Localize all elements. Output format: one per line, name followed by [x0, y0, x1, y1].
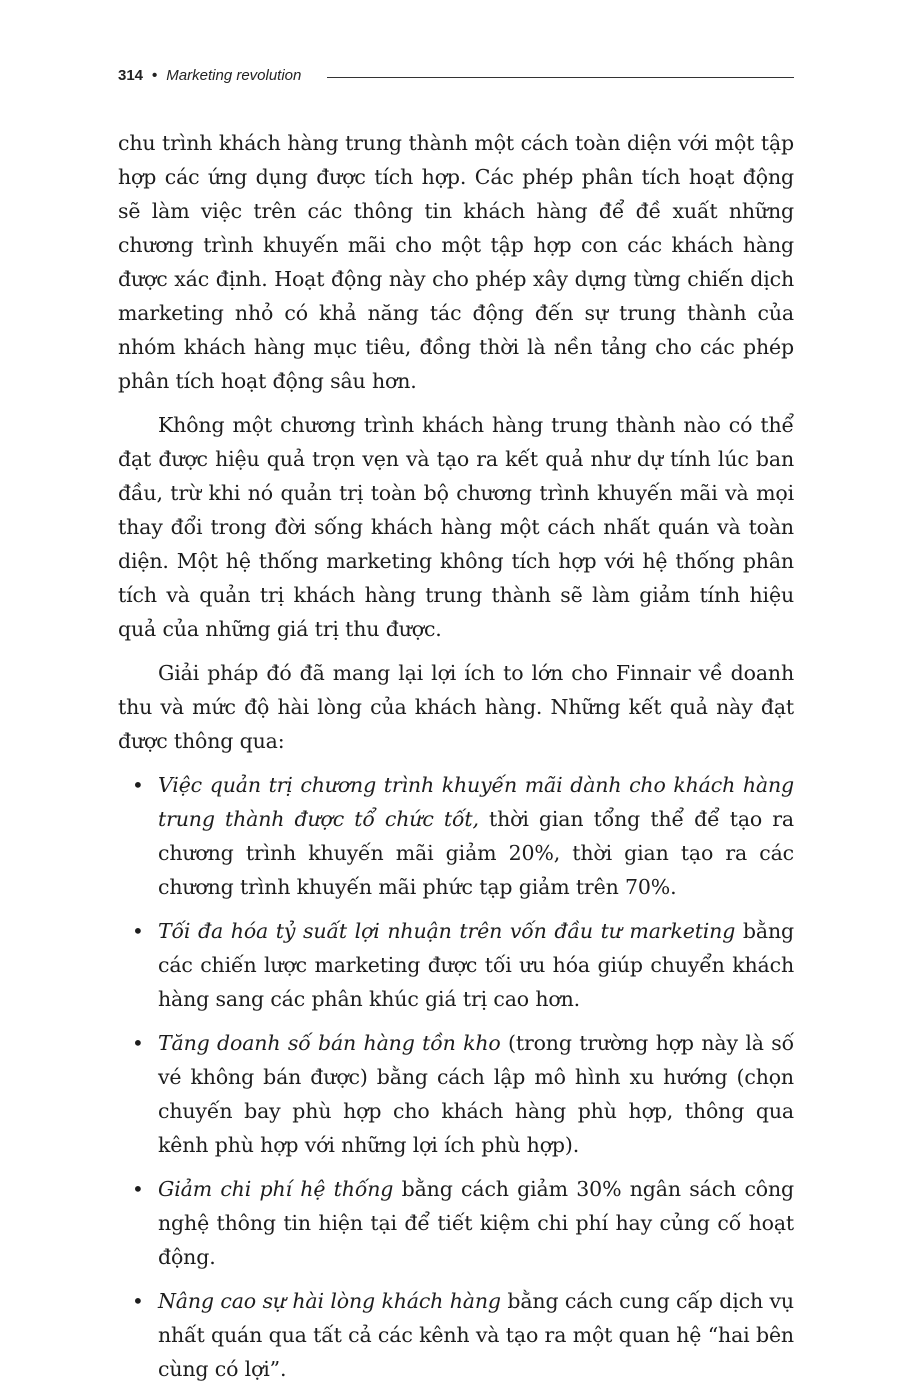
list-item-text: thời gian tổng thể để tạo ra chương trình khuyến mãi giảm 20%, thời gian tạo ra các chương trình khuyến mãi phức tạp giảm trên 70%. — [158, 807, 794, 899]
list-item-text: (trong trường hợp này là số vé không bán được) bằng cách lập mô hình xu hướng (chọn chuyến bay phù hợp cho khách hàng phù hợp, thông qua kênh phù hợp với những lợi ích phù hợp). — [158, 1031, 794, 1157]
list-item-emphasis: Giảm chi phí hệ thống — [158, 1177, 394, 1201]
results-list — [118, 768, 794, 1386]
list-item — [118, 1026, 794, 1162]
bullet-marker: • — [132, 1289, 144, 1313]
bullet-marker: • — [132, 919, 144, 943]
list-item — [118, 1284, 794, 1386]
list-item-emphasis: Tối đa hóa tỷ suất lợi nhuận trên vốn đầu tư marketing — [158, 919, 736, 943]
list-item-text: bằng cách cung cấp dịch vụ nhất quán qua tất cả các kênh và tạo ra một quan hệ “hai bên cùng có lợi”. — [158, 1289, 794, 1381]
page-body — [118, 126, 794, 1396]
paragraph-continuation: chu trình khách hàng trung thành một cách toàn diện với một tập hợp các ứng dụng được tích hợp. Các phép phân tích hoạt động sẽ làm việc trên các thông tin khách hàng để đề xuất những chương trình khuyến mãi cho một tập hợp con các khách hàng được xác định. Hoạt động này cho phép xây dựng từng chiến dịch marketing nhỏ có khả năng tác động đến sự trung thành của nhóm khách hàng mục tiêu, đồng thời là nền tảng cho các phép phân tích hoạt động sâu hơn. — [118, 131, 794, 393]
list-item-text: bằng các chiến lược marketing được tối ưu hóa giúp chuyển khách hàng sang các phân khúc giá trị cao hơn. — [158, 919, 794, 1011]
list-item-emphasis: Tăng doanh số bán hàng tồn kho — [158, 1031, 501, 1055]
header-separator: • — [152, 66, 158, 84]
header-rule — [327, 77, 794, 78]
list-item — [118, 914, 794, 1016]
list-item-emphasis: Việc quản trị chương trình khuyến mãi dành cho khách hàng trung thành được tổ chức tốt, — [158, 773, 794, 831]
page-number: 314 — [118, 66, 144, 84]
bullet-marker: • — [132, 1031, 144, 1055]
paragraph: Giải pháp đó đã mang lại lợi ích to lớn cho Finnair về doanh thu và mức độ hài lòng của khách hàng. Những kết quả này đạt được thông qua: — [118, 661, 794, 753]
running-title: Marketing revolution — [166, 66, 302, 84]
paragraph: Không một chương trình khách hàng trung thành nào có thể đạt được hiệu quả trọn vẹn và tạo ra kết quả như dự tính lúc ban đầu, trừ khi nó quản trị toàn bộ chương trình khuyến mãi và mọi thay đổi trong đời sống khách hàng một cách nhất quán và toàn diện. Một hệ thống marketing không tích hợp với hệ thống phân tích và quản trị khách hàng trung thành sẽ làm giảm tính hiệu quả của những giá trị thu được. — [118, 413, 794, 641]
list-item-emphasis: Nâng cao sự hài lòng khách hàng — [158, 1289, 501, 1313]
list-item — [118, 768, 794, 904]
list-item — [118, 1172, 794, 1274]
page-header — [118, 62, 794, 88]
bullet-marker: • — [132, 1177, 144, 1201]
list-item-text: bằng cách giảm 30% ngân sách công nghệ thông tin hiện tại để tiết kiệm chi phí hay củng cố hoạt động. — [158, 1177, 794, 1269]
bullet-marker: • — [132, 773, 144, 797]
